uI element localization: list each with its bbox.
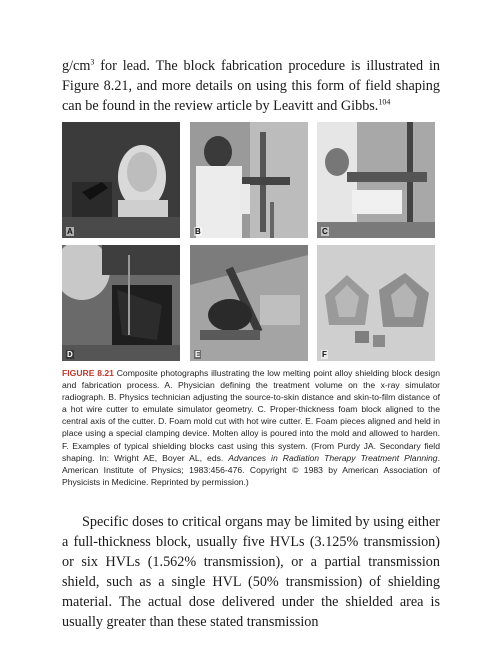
paragraph1-pre: g/cm bbox=[62, 58, 91, 74]
panel-b-photo bbox=[190, 122, 308, 238]
paragraph1-body: for lead. The block fabrication procedure is illustrated in Figure 8.21, and more details on using this form of field shaping can be found in the review article by Leavitt and Gibbs. bbox=[62, 58, 440, 114]
figure-panel-c bbox=[317, 122, 435, 238]
figure-caption bbox=[62, 367, 440, 488]
panel-a-photo bbox=[62, 122, 180, 238]
panel-c-label: C bbox=[322, 227, 328, 236]
panel-f-photo bbox=[317, 245, 435, 361]
figure-panel-a bbox=[62, 122, 180, 238]
panel-e-photo bbox=[190, 245, 308, 361]
intro-paragraph bbox=[62, 56, 440, 116]
panel-e-label: E bbox=[195, 350, 201, 359]
panel-a-label: A bbox=[67, 227, 73, 236]
caption-text-part2: . American Institute of Physics; 1983:456-476. Copyright © 1983 by American Association of Physicists in Medicine. Reprinted by permission.) bbox=[62, 452, 440, 487]
panel-b-label: B bbox=[195, 227, 201, 236]
caption-text-part1: Composite photographs illustrating the low melting point alloy shielding block design and fabrication process. A. Physician defining the treatment volume on the x-ray simulator radiograph. B. Physics technician adjusting the source-to-skin distance and skin-to-film distance of a hot wire cutter to emulate simulator geometry. C. Proper-thickness foam block aligned to the central axis of the cutter. D. Foam mold cut with hot wire cutter. E. Foam pieces aligned and held in place using a special clamping device. Molten alloy is poured into the mold and allowed to harden. F. Examples of typical shielding blocks cast using this system. (From Purdy JA. Secondary field shaping. In: Wright AE, Boyer AL, eds. bbox=[62, 368, 440, 463]
panel-f-label: F bbox=[322, 350, 327, 359]
panel-d-label: D bbox=[67, 350, 73, 359]
panel-d-photo bbox=[62, 245, 180, 361]
figure-panel-e bbox=[190, 245, 308, 361]
figure-panel-d bbox=[62, 245, 180, 361]
superscript-exponent: 3 bbox=[90, 57, 95, 67]
figure-panel-b bbox=[190, 122, 308, 238]
reference-superscript: 104 bbox=[378, 97, 391, 107]
caption-book-title: Advances in Radiation Therapy Treatment Planning bbox=[228, 452, 438, 463]
figure-caption-label: FIGURE 8.21 bbox=[62, 368, 114, 378]
figure-panel-f bbox=[317, 245, 435, 361]
panel-c-photo bbox=[317, 122, 435, 238]
body-paragraph-2: Specific doses to critical organs may be limited by using either a full-thickness block, usually five HVLs (3.125% transmission) or six HVLs (1.562% transmission), or a partial transmission shield, such as a single HVL (50% transmission) of shielding material. The actual dose delivered under the shielded area is usually greater than these stated transmission bbox=[62, 514, 440, 630]
